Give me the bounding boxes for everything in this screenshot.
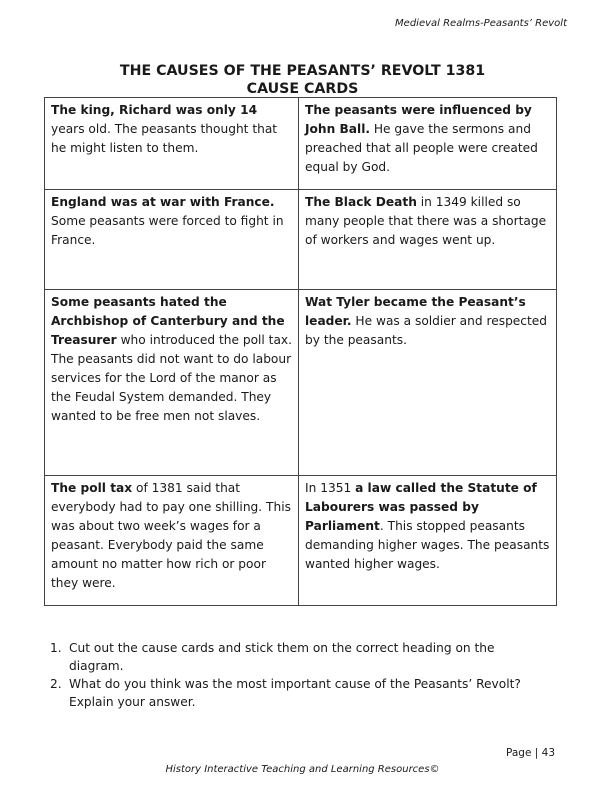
table-row xyxy=(45,476,557,606)
cause-card-statute-of-labourers xyxy=(299,476,557,606)
cause-card-black-death xyxy=(299,190,557,290)
series-header: Medieval Realms-Peasants’ Revolt xyxy=(395,18,567,29)
footer-credit: History Interactive Teaching and Learning Resources© xyxy=(165,764,440,775)
list-number: 2. xyxy=(50,677,62,691)
table-row xyxy=(45,98,557,190)
card-bold-text: The poll tax xyxy=(51,481,133,495)
card-bold-text: The Black Death xyxy=(305,195,417,209)
table-row xyxy=(45,290,557,476)
card-text: of 1381 said that everybody had to pay one shilling. This was about two week’s wages for a peasant. Everybody paid the same amount no matter how rich or poor they were. xyxy=(51,481,291,590)
list-number: 1. xyxy=(50,641,62,655)
cause-cards-table xyxy=(44,97,557,606)
title-line-2: CAUSE CARDS xyxy=(246,81,359,97)
cause-card-war-with-france xyxy=(45,190,299,290)
card-text: He gave the sermons and preached that all people were created equal by God. xyxy=(305,122,538,174)
list-text: What do you think was the most important cause of the Peasants’ Revolt? Explain your answer. xyxy=(69,677,521,709)
card-text: in 1349 killed so many people that there was a shortage of workers and wages went up. xyxy=(305,195,547,247)
cause-card-archbishop xyxy=(45,290,299,476)
page-number: Page | 43 xyxy=(506,747,555,759)
card-bold-text: a law called the Statute of Labourers was passed by Parliament xyxy=(305,481,537,533)
cause-card-wat-tyler xyxy=(299,290,557,476)
table-row xyxy=(45,190,557,290)
list-text: Cut out the cause cards and stick them on the correct heading on the diagram. xyxy=(69,641,495,673)
page-title xyxy=(0,62,605,98)
cause-card-king-richard xyxy=(45,98,299,190)
list-item xyxy=(50,639,550,675)
card-bold-text: Some peasants hated the Archbishop of Canterbury and the Treasurer xyxy=(51,295,285,347)
list-item xyxy=(50,675,550,711)
cause-card-john-ball xyxy=(299,98,557,190)
card-text: years old. The peasants thought that he might listen to them. xyxy=(51,122,278,155)
card-text: Some peasants were forced to fight in France. xyxy=(51,214,284,247)
card-bold-text: England was at war with France. xyxy=(51,195,275,209)
instructions-list xyxy=(50,639,550,711)
card-text: . This stopped peasants demanding higher wages. The peasants wanted higher wages. xyxy=(305,519,550,571)
card-bold-text: Wat Tyler became the Peasant’s leader. xyxy=(305,295,526,328)
card-pre-text: In 1351 xyxy=(305,481,356,495)
card-text-2: The peasants did not want to do labour services for the Lord of the manor as the Feudal System demanded. They wanted to be free men not slaves. xyxy=(51,352,292,423)
card-bold-text: The king, Richard was only 14 xyxy=(51,103,258,117)
cause-card-poll-tax xyxy=(45,476,299,606)
card-text: who introduced the poll tax. xyxy=(116,333,293,347)
title-line-1: THE CAUSES OF THE PEASANTS’ REVOLT 1381 xyxy=(119,63,486,79)
card-text: He was a soldier and respected by the peasants. xyxy=(305,314,548,347)
card-bold-text: The peasants were influenced by John Ball. xyxy=(305,103,532,136)
